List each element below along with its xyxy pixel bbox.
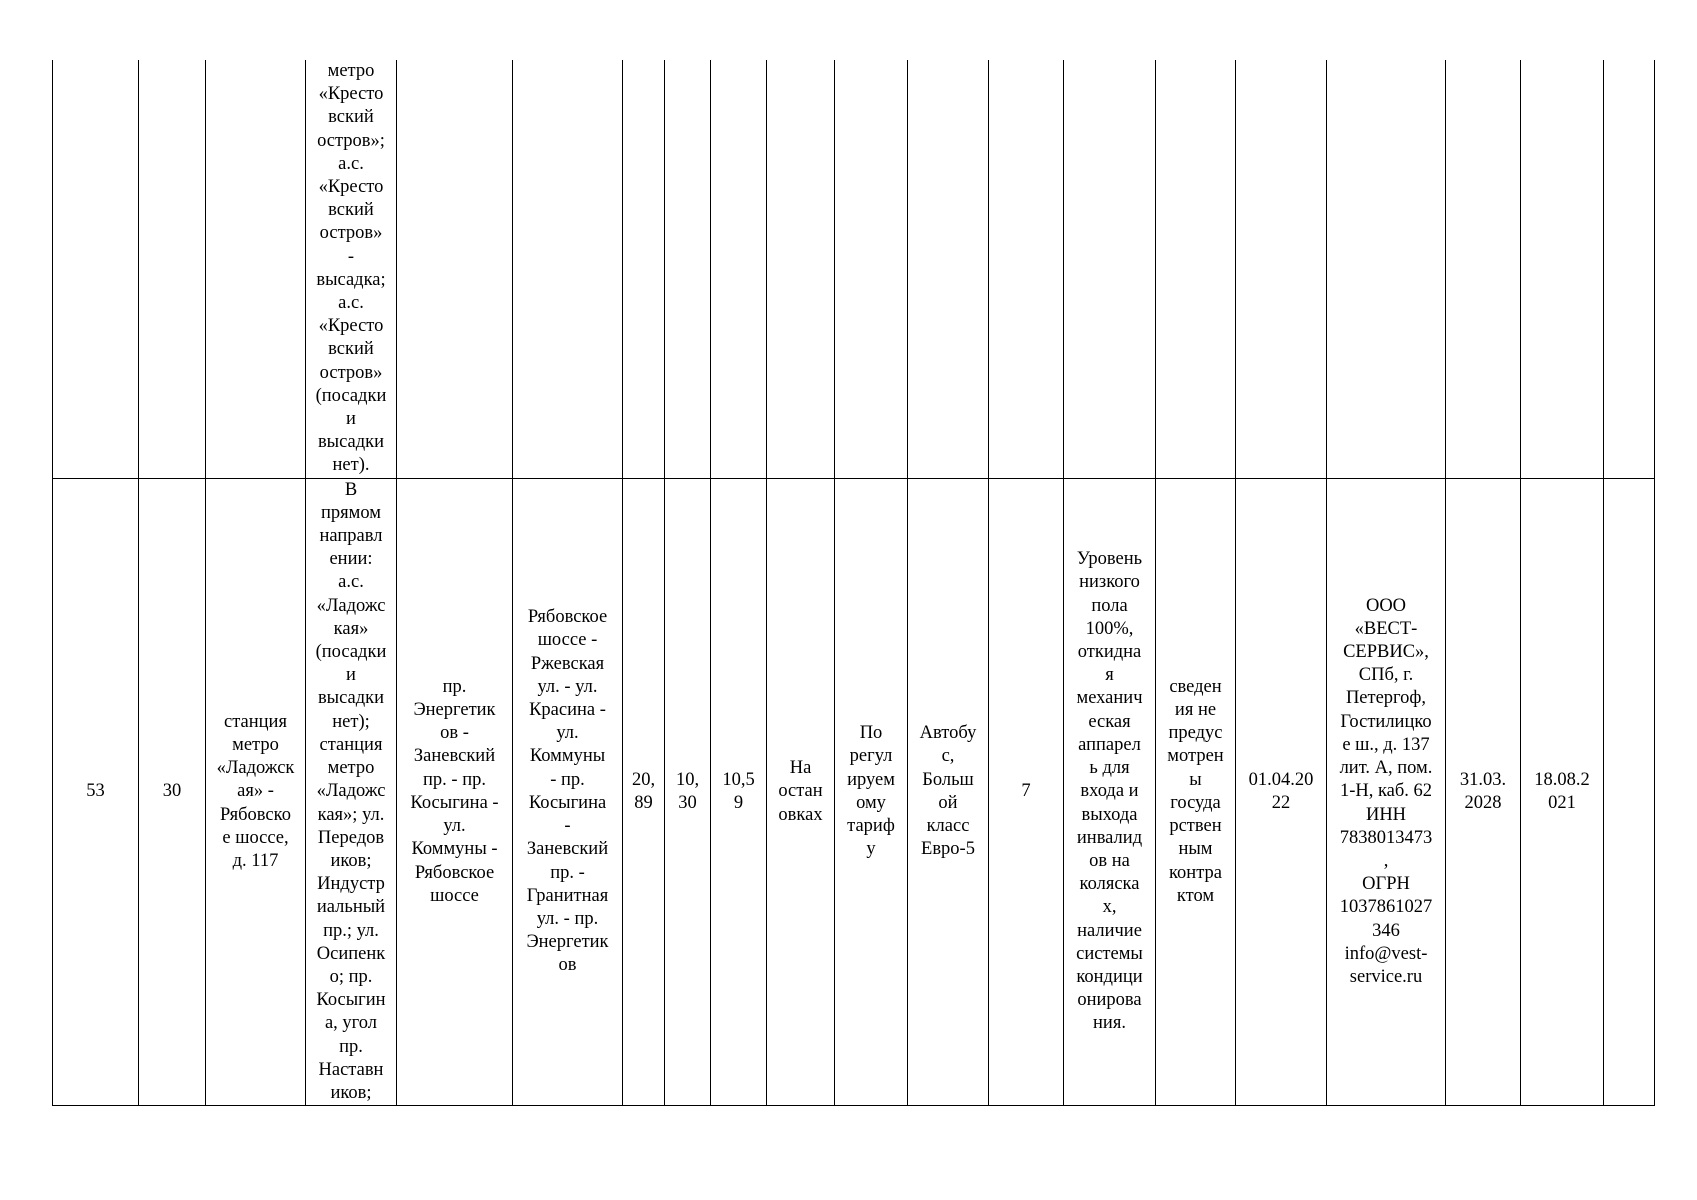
cell-tariff bbox=[835, 478, 908, 1105]
cell-length-forward bbox=[623, 60, 665, 478]
stop-order: На остан овках bbox=[778, 758, 823, 825]
end-date: 31.03. 2028 bbox=[1459, 769, 1507, 813]
streets-backward: Рябовское шоссе - Ржевская ул. - ул. Красина - ул. Коммуны - пр. Косыгина - Заневский пр. - Гранитная ул. - пр. Энергетик ов bbox=[526, 607, 609, 976]
registry-date: 18.08.2 021 bbox=[1534, 769, 1590, 813]
length-other: 10,5 9 bbox=[722, 769, 755, 813]
start-date: 01.04.20 22 bbox=[1248, 769, 1314, 813]
cell-start-date bbox=[1236, 478, 1327, 1105]
cell-vehicle-class bbox=[908, 60, 989, 478]
cell-streets-backward bbox=[513, 478, 623, 1105]
cell-stops bbox=[306, 60, 397, 478]
stops-text: В прямом направл ении: а.с. «Ладожс кая» (посадки и высадки нет); станция метро «Ладожс кая»; ул. Передов иков; Индустр иальный пр.; ул. Осипенк о; пр. Косыгин а, угол пр. Наставн иков; bbox=[315, 479, 387, 1103]
contract-info: сведен ия не предус мотрен ы госуда рствен ным контра ктом bbox=[1167, 676, 1224, 906]
cell-start-date bbox=[1236, 60, 1327, 478]
length-forward: 20, 89 bbox=[631, 769, 656, 813]
seq-no: 53 bbox=[86, 781, 105, 802]
cell-streets-backward bbox=[513, 60, 623, 478]
table-row-route bbox=[53, 478, 1655, 1105]
cell-vehicle-features bbox=[1064, 60, 1156, 478]
cell-extra bbox=[1604, 60, 1655, 478]
cell-vehicle-count bbox=[989, 478, 1064, 1105]
cell-stop-order bbox=[767, 478, 835, 1105]
cell-carrier bbox=[1327, 60, 1446, 478]
cell-carrier bbox=[1327, 478, 1446, 1105]
cell-route-name bbox=[206, 478, 306, 1105]
cell-route-no bbox=[139, 478, 206, 1105]
cell-vehicle-count bbox=[989, 60, 1064, 478]
cell-extra bbox=[1604, 478, 1655, 1105]
streets-forward: пр. Энергетик ов - Заневский пр. - пр. Косыгина - ул. Коммуны - Рябовское шоссе bbox=[410, 676, 499, 906]
cell-vehicle-class bbox=[908, 478, 989, 1105]
tariff: По регул ируем ому тариф у bbox=[847, 723, 895, 860]
cell-route-no bbox=[139, 60, 206, 478]
cell-registry-date bbox=[1521, 478, 1604, 1105]
route-no: 30 bbox=[162, 781, 182, 802]
cell-length-backward bbox=[665, 60, 711, 478]
length-backward: 10, 30 bbox=[675, 769, 700, 813]
table-row-continuation bbox=[53, 60, 1655, 478]
cell-contract-info bbox=[1156, 60, 1236, 478]
cell-streets-forward bbox=[397, 478, 513, 1105]
cell-route-name bbox=[206, 60, 306, 478]
cell-end-date bbox=[1446, 60, 1521, 478]
carrier-info: ООО «ВЕСТ- СЕРВИС», СПб, г. Петергоф, Гостилицко е ш., д. 137 лит. А, пом. 1-Н, каб. 62 ИНН 7838013473 , ОГРН 1037861027 346 info@vest- service.ru bbox=[1339, 595, 1433, 987]
cell-length-other bbox=[711, 478, 767, 1105]
cell-tariff bbox=[835, 60, 908, 478]
cell-vehicle-features bbox=[1064, 478, 1156, 1105]
cell-seq-no bbox=[53, 478, 139, 1105]
route-registry-table bbox=[52, 60, 1655, 1106]
cell-seq-no bbox=[53, 60, 139, 478]
stops-text: метро «Кресто вский остров»; а.с. «Кресто вский остров» - высадка; а.с. «Кресто вский остров» (посадки и высадки нет). bbox=[315, 61, 387, 476]
cell-registry-date bbox=[1521, 60, 1604, 478]
cell-length-other bbox=[711, 60, 767, 478]
cell-stops bbox=[306, 478, 397, 1105]
cell-streets-forward bbox=[397, 60, 513, 478]
cell-length-forward bbox=[623, 478, 665, 1105]
cell-length-backward bbox=[665, 478, 711, 1105]
route-name: станция метро «Ладожск ая» - Рябовско е шоссе, д. 117 bbox=[216, 711, 295, 871]
cell-stop-order bbox=[767, 60, 835, 478]
vehicle-count: 7 bbox=[1021, 781, 1031, 802]
cell-contract-info bbox=[1156, 478, 1236, 1105]
vehicle-features: Уровень низкого пола 100%, откидна я механич еская аппарел ь для входа и выхода инвалид ов на коляска х, наличие системы кондици онирова ния. bbox=[1076, 549, 1143, 1034]
cell-end-date bbox=[1446, 478, 1521, 1105]
vehicle-class: Автобу с, Больш ой класс Евро-5 bbox=[919, 723, 977, 860]
